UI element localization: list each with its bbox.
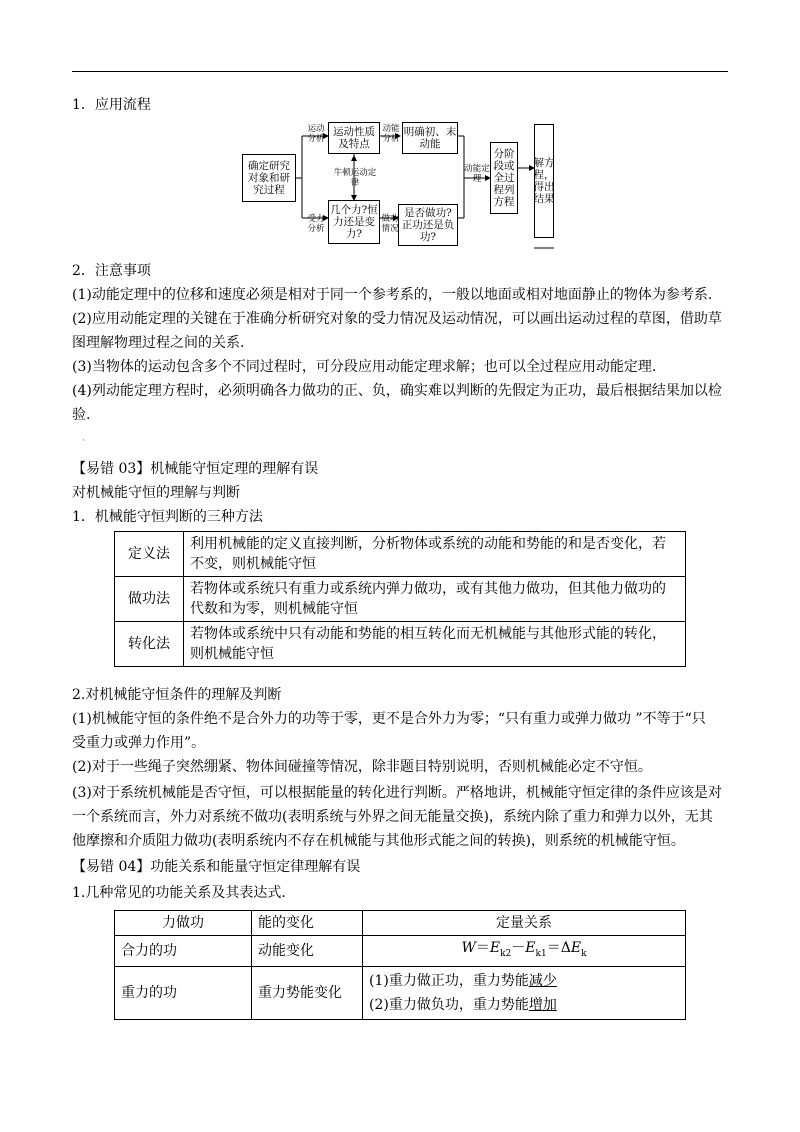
method-desc: 若物体或系统中只有动能和势能的相互转化而无机械能与其他形式能的转化， 则机械能守恒 xyxy=(184,622,686,667)
table-row xyxy=(115,966,686,1019)
table-row xyxy=(115,532,686,577)
section2-title: 2．注意事项 xyxy=(72,263,151,279)
note-1: (1)动能定理中的位移和速度必须是相对于同一个参考系的，一般以地面或相对地面静止的物体为参考系. xyxy=(72,287,713,303)
note-2: (2)应用动能定理的关键在于准确分析研究对象的受力情况及运动情况，可以画出运动过程的草图，借助草 xyxy=(72,311,722,327)
cond-1-cont: 受重力或弹力作用”。 xyxy=(72,735,206,751)
cond-2: (2)对于一些绳子突然绷紧、物体间碰撞等情况，除非题目特别说明，否则机械能必定不守恒。 xyxy=(72,759,652,775)
method-name: 转化法 xyxy=(115,622,184,667)
error04-heading-1: 1.几种常见的功能关系及其表达式. xyxy=(72,885,286,901)
cond-3-cont2: 他摩擦和介质阻力做功(表明系统内不存在机械能与其他形式能之间的转换)，则系统的机械能守恒。 xyxy=(72,833,685,849)
cond-1: (1)机械能守恒的条件绝不是合外力的功等于零，更不是合外力为零；“只有重力或弹力做功 ”不等于“只 xyxy=(72,711,706,727)
table-row xyxy=(115,577,686,622)
work-energy-table xyxy=(114,910,686,1020)
table-row xyxy=(115,622,686,667)
flow-upper-box: 运动性质及特点 xyxy=(328,122,380,154)
force-cell: 重力的功 xyxy=(115,966,252,1019)
error03-heading-1: 1．机械能守恒判断的三种方法 xyxy=(72,509,263,525)
method-desc: 若物体或系统只有重力或系统内弹力做功，或有其他力做功，但其他力做功的 代数和为零，则机械能守恒 xyxy=(184,577,686,622)
flow-lower-label: 受力分析 xyxy=(307,214,325,234)
note-4-cont: 验. xyxy=(72,407,91,423)
table-row xyxy=(115,936,686,967)
flow-middle-label: 牛顿运动定律 xyxy=(333,168,377,188)
cond-3-cont1: 一个系统而言，外力对系统不做功(表明系统与外界之间无能量交换)，系统内除了重力和弹力以外，无其 xyxy=(72,809,713,825)
flow-lower-box2: 是否做功?正功还是负功? xyxy=(398,204,458,246)
change-cell: 重力势能变化 xyxy=(252,966,363,1019)
note-3: (3)当物体的运动包含多个不同过程时，可分段应用动能定理求解；也可以全过程应用动能定理. xyxy=(72,359,657,375)
flow-right-label: 动能定理 xyxy=(464,164,490,184)
top-rule xyxy=(72,71,728,72)
stray-mark: · xyxy=(82,436,85,446)
header-change: 能的变化 xyxy=(252,911,363,936)
method-desc: 利用机械能的定义直接判断，分析物体或系统的动能和势能的和是否变化，若 不变，则机械能守恒 xyxy=(184,532,686,577)
cond-3: (3)对于系统机械能是否守恒，可以根据能量的转化进行判断。严格地讲，机械能守恒定律的条件应该是对 xyxy=(72,785,722,801)
error03-subtitle: 对机械能守恒的理解与判断 xyxy=(72,485,240,501)
flow-upper-label: 运动分析 xyxy=(307,124,325,144)
methods-table xyxy=(114,531,686,667)
flow-upper-box2: 明确初、末动能 xyxy=(402,122,458,154)
error03-title: 【易错 03】机械能守恒定理的理解有误 xyxy=(72,461,319,477)
note-4: (4)列动能定理方程时，必须明确各力做功的正、负，确实难以判断的先假定为正功，最后根据结果加以检 xyxy=(72,383,722,399)
note-2-cont: 图理解物理过程之间的关系. xyxy=(72,335,245,351)
flow-lower-label2: 做功情况 xyxy=(381,214,399,234)
flowchart xyxy=(240,118,560,254)
method-name: 定义法 xyxy=(115,532,184,577)
table-header-row xyxy=(115,911,686,936)
header-force: 力做功 xyxy=(115,911,252,936)
relation-formula: $W=E_{k2}-E_{k1}=\Delta E_k$ xyxy=(363,936,686,967)
relation-cell: (1)重力做正功，重力势能减少 (2)重力做负功，重力势能增加 xyxy=(363,966,686,1019)
flow-end-box: 解方程，得出结果 xyxy=(534,124,554,238)
error04-title: 【易错 04】功能关系和能量守恒定律理解有误 xyxy=(72,859,361,875)
flow-start-box: 确定研究对象和研究过程 xyxy=(242,154,296,202)
header-relation: 定量关系 xyxy=(363,911,686,936)
flow-lower-box: 几个力?恒力还是变力? xyxy=(328,200,380,244)
change-cell: 动能变化 xyxy=(252,936,363,967)
error03-heading-2: 2.对机械能守恒条件的理解及判断 xyxy=(72,687,282,703)
section1-title: 1．应用流程 xyxy=(72,97,151,113)
method-name: 做功法 xyxy=(115,577,184,622)
flow-upper-label2: 动能分析 xyxy=(382,124,400,144)
flow-right-box: 分阶段或全过程列方程 xyxy=(490,142,518,214)
force-cell: 合力的功 xyxy=(115,936,252,967)
